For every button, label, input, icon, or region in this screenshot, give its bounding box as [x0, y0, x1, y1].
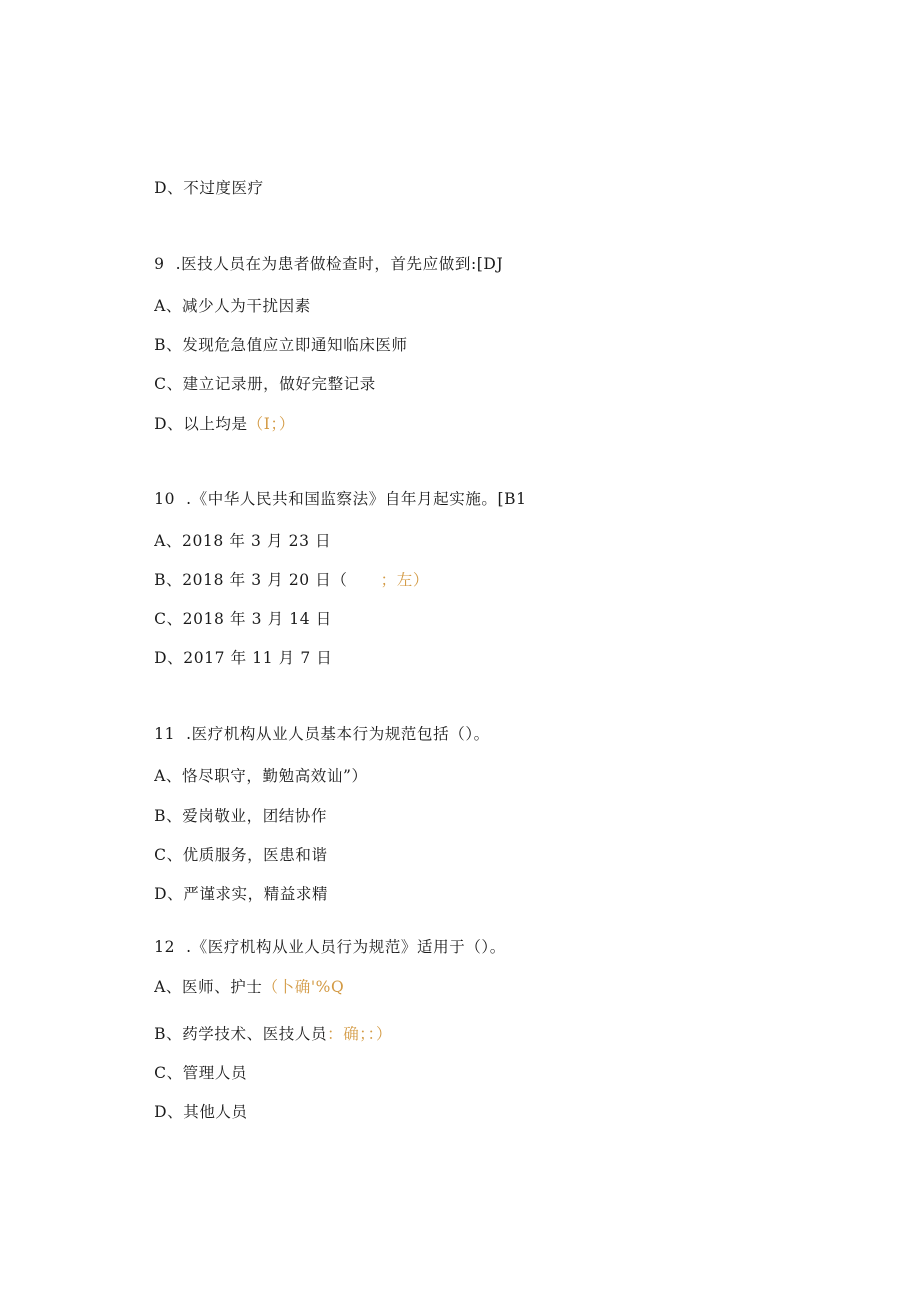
line-text: D、不过度医疗: [154, 179, 264, 197]
line-text: D、严谨求实，精益求精: [154, 885, 329, 903]
line-text: 10 .《中华人民共和国监察法》自年月起实施。[B1: [154, 490, 527, 508]
handwritten-note: （卜确'%Q: [262, 978, 345, 996]
handwritten-note: ；左）: [347, 571, 429, 589]
line-text: 12 .《医疗机构从业人员行为规范》适用于（）。: [154, 938, 506, 956]
line-text: A、减少人为干扰因素: [154, 297, 311, 315]
line-text: A、2018 年 3 月 23 日: [154, 532, 332, 550]
line-text: B、发现危急值应立即通知临床医师: [154, 336, 408, 354]
handwritten-note: （I；）: [247, 415, 295, 433]
line-text: C、建立记录册，做好完整记录: [154, 375, 376, 393]
line-text: C、管理人员: [154, 1064, 248, 1082]
option-12d: [132, 1082, 248, 1142]
line-text: B、爱岗敬业，团结协作: [154, 807, 328, 825]
option-11d: [132, 864, 328, 924]
line-text: B、2018 年 3 月 20 日（: [154, 571, 348, 589]
option-9d: [132, 394, 295, 454]
option-10d: [132, 628, 332, 688]
line-text: B、药学技术、医技人员: [154, 1025, 328, 1043]
line-text: C、2018 年 3 月 14 日: [154, 610, 332, 628]
line-text: 9 .医技人员在为患者做检查时，首先应做到:[DJ: [154, 255, 504, 273]
handwritten-note: ：确；：）: [327, 1025, 393, 1043]
line-text: D、以上均是: [154, 415, 248, 433]
line-text: D、其他人员: [154, 1103, 248, 1121]
line-text: 11 .医疗机构从业人员基本行为规范包括（）。: [154, 725, 490, 743]
line-text: A、恪尽职守，勤勉高效讪”）: [154, 767, 368, 785]
line-text: D、2017 年 11 月 7 日: [154, 649, 333, 667]
line-text: A、医师、护士: [154, 978, 263, 996]
option-8d: [132, 158, 264, 218]
line-text: C、优质服务，医患和谐: [154, 846, 328, 864]
